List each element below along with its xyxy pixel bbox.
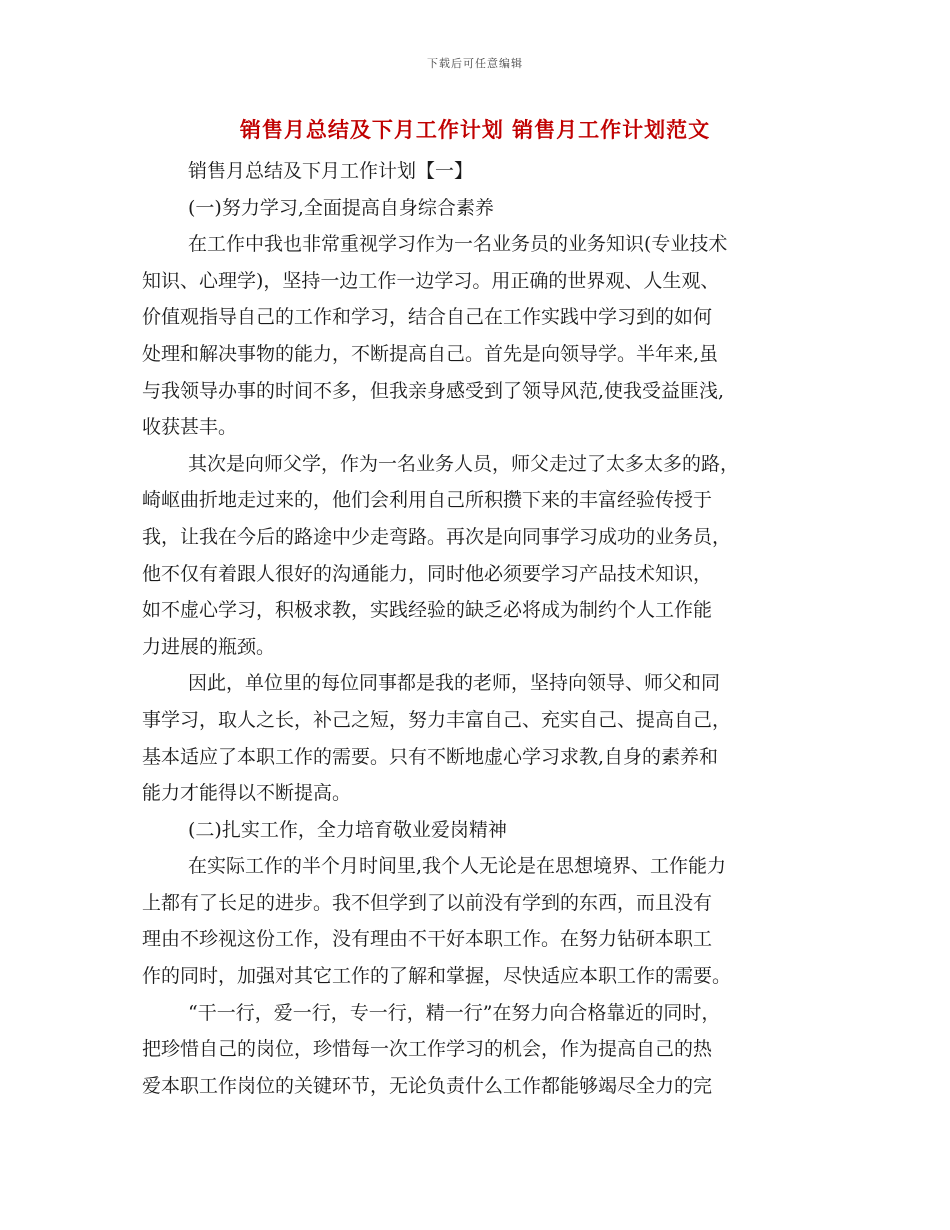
text-line: 理由不珍视这份工作，没有理由不干好本职工作。在努力钻研本职工 — [142, 928, 713, 951]
text-line: 与我领导办事的时间不多，但我亲身感受到了领导风范,使我受益匪浅, — [142, 379, 725, 402]
text-line: 其次是向师父学，作为一名业务人员，师父走过了太多太多的路， — [188, 452, 740, 475]
document-body — [142, 153, 814, 1104]
text-line: 知识、心理学)，坚持一边工作一边学习。用正确的世界观、人生观、 — [142, 269, 720, 292]
text-line: 他不仅有着跟人很好的沟通能力，同时他必须要学习产品技术知识， — [142, 562, 713, 585]
text-line: 价值观指导自己的工作和学习，结合自己在工作实践中学习到的如何 — [142, 306, 713, 329]
text-line: 作的同时，加强对其它工作的了解和掌握，尽快适应本职工作的需要。 — [142, 965, 732, 988]
text-line: 在实际工作的半个月时间里,我个人无论是在思想境界、工作能力 — [188, 855, 727, 878]
text-line: 收获甚丰。 — [142, 416, 238, 439]
text-line: 因此，单位里的每位同事都是我的老师，坚持向领导、师父和同 — [188, 672, 721, 695]
text-line: 能力才能得以不断提高。 — [142, 782, 352, 805]
text-line: 基本适应了本职工作的需要。只有不断地虚心学习求教,自身的素养和 — [142, 745, 719, 768]
text-line: 崎岖曲折地走过来的，他们会利用自己所积攒下来的丰富经验传授于 — [142, 489, 713, 512]
text-line: 处理和解决事物的能力，不断提高自己。首先是向领导学。半年来,虽 — [142, 342, 719, 365]
text-line: (二)扎实工作，全力培育敬业爱岗精神 — [188, 818, 507, 841]
text-line: 上都有了长足的进步。我不但学到了以前没有学到的东西，而且没有 — [142, 891, 713, 914]
text-line: 我，让我在今后的路途中少走弯路。再次是向同事学习成功的业务员， — [142, 525, 732, 548]
text-line: 在工作中我也非常重视学习作为一名业务员的业务知识(专业技术 — [188, 233, 728, 256]
text-line: 爱本职工作岗位的关键环节，无论负责什么工作都能够竭尽全力的完 — [142, 1074, 713, 1097]
text-line: 事学习，取人之长，补己之短，努力丰富自己、充实自己、提高自己， — [142, 708, 732, 731]
text-line: 力进展的瓶颈。 — [142, 635, 276, 658]
text-line: 把珍惜自己的岗位，珍惜每一次工作学习的机会，作为提高自己的热 — [142, 1038, 713, 1061]
text-line: “干一行，爱一行，专一行，精一行”在努力向合格靠近的同时， — [188, 1001, 721, 1024]
text-line: (一)努力学习,全面提高自身综合素养 — [188, 196, 494, 219]
header-note: 下载后可任意编辑 — [427, 57, 523, 70]
text-line: 销售月总结及下月工作计划【一】 — [188, 160, 474, 182]
text-line: 如不虚心学习，积极求教，实践经验的缺乏必将成为制约个人工作能 — [142, 599, 713, 622]
document-title: 销售月总结及下月工作计划 销售月工作计划范文 — [239, 117, 711, 142]
